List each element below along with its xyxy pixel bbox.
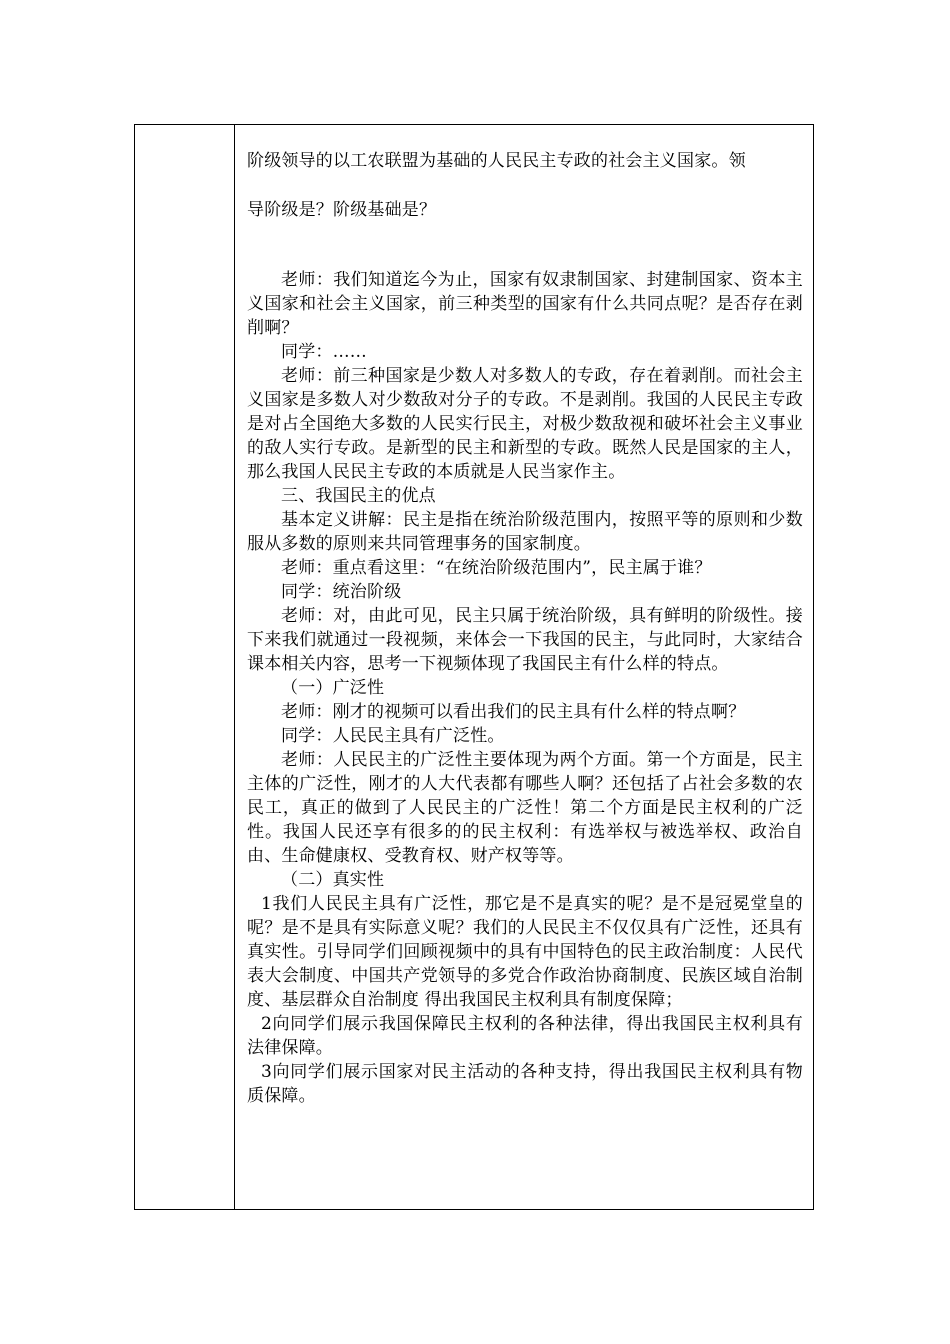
lesson-table bbox=[134, 124, 814, 1210]
paragraph: 基本定义讲解：民主是指在统治阶级范围内，按照平等的原则和少数服从多数的原则来共同管理事务的国家制度。 bbox=[247, 510, 803, 554]
paragraph: 阶级领导的以工农联盟为基础的人民民主专政的社会主义国家。领 bbox=[247, 151, 746, 171]
table-content-cell bbox=[235, 125, 813, 1209]
subsection-heading: （二）真实性 bbox=[281, 870, 385, 890]
paragraph: 同学：人民民主具有广泛性。 bbox=[281, 726, 505, 746]
paragraph: 老师：刚才的视频可以看出我们的民主具有什么样的特点啊？ bbox=[281, 702, 746, 722]
paragraph: 老师：对，由此可见，民主只属于统治阶级，具有鲜明的阶级性。接下来我们就通过一段视频，来体会一下我国的民主，与此同时，大家结合课本相关内容，思考一下视频体现了我国民主有什么样的特点。 bbox=[247, 606, 803, 674]
paragraph: 1我们人民民主具有广泛性，那它是不是真实的呢？是不是冠冕堂皇的呢？是不是具有实际意义呢？我们的人民民主不仅仅具有广泛性，还具有真实性。引导同学们回顾视频中的具有中国特色的民主政治制度：人民代表大会制度、中国共产党领导的多党合作政治协商制度、民族区域自治制度、基层群众自治制度 得出我国民主权利具有制度保障； bbox=[247, 894, 803, 1010]
paragraph: 老师：重点看这里：“在统治阶级范围内”，民主属于谁？ bbox=[281, 558, 712, 578]
paragraph: 老师：前三种国家是少数人对多数人的专政，存在着剥削。而社会主义国家是多数人对少数敌对分子的专政。不是剥削。我国的人民民主专政是对占全国绝大多数的人民实行民主，对极少数敌视和破坏社会主义事业的敌人实行专政。是新型的民主和新型的专政。既然人民是国家的主人，那么我国人民民主专政的本质就是人民当家作主。 bbox=[247, 366, 803, 482]
section-heading: 三、我国民主的优点 bbox=[281, 486, 436, 506]
table-left-column bbox=[135, 125, 235, 1209]
paragraph: 同学：统治阶级 bbox=[281, 582, 402, 602]
paragraph: 老师：人民民主的广泛性主要体现为两个方面。第一个方面是，民主主体的广泛性，刚才的人大代表都有哪些人啊？还包括了占社会多数的农民工，真正的做到了人民民主的广泛性！第二个方面是民主权利的广泛性。我国人民还享有很多的的民主权利：有选举权与被选举权、政治自由、生命健康权、受教育权、财产权等等。 bbox=[247, 750, 803, 866]
paragraph: 2向同学们展示我国保障民主权利的各种法律，得出我国民主权利具有法律保障。 bbox=[247, 1014, 803, 1058]
paragraph: 导阶级是？阶级基础是？ bbox=[247, 200, 437, 220]
paragraph: 3向同学们展示国家对民主活动的各种支持，得出我国民主权利具有物质保障。 bbox=[247, 1062, 803, 1106]
paragraph: 老师：我们知道迄今为止，国家有奴隶制国家、封建制国家、资本主义国家和社会主义国家，前三种类型的国家有什么共同点呢？是否存在剥削啊？ bbox=[247, 270, 803, 338]
paragraph: 同学：…… bbox=[281, 342, 367, 362]
subsection-heading: （一）广泛性 bbox=[281, 678, 385, 698]
